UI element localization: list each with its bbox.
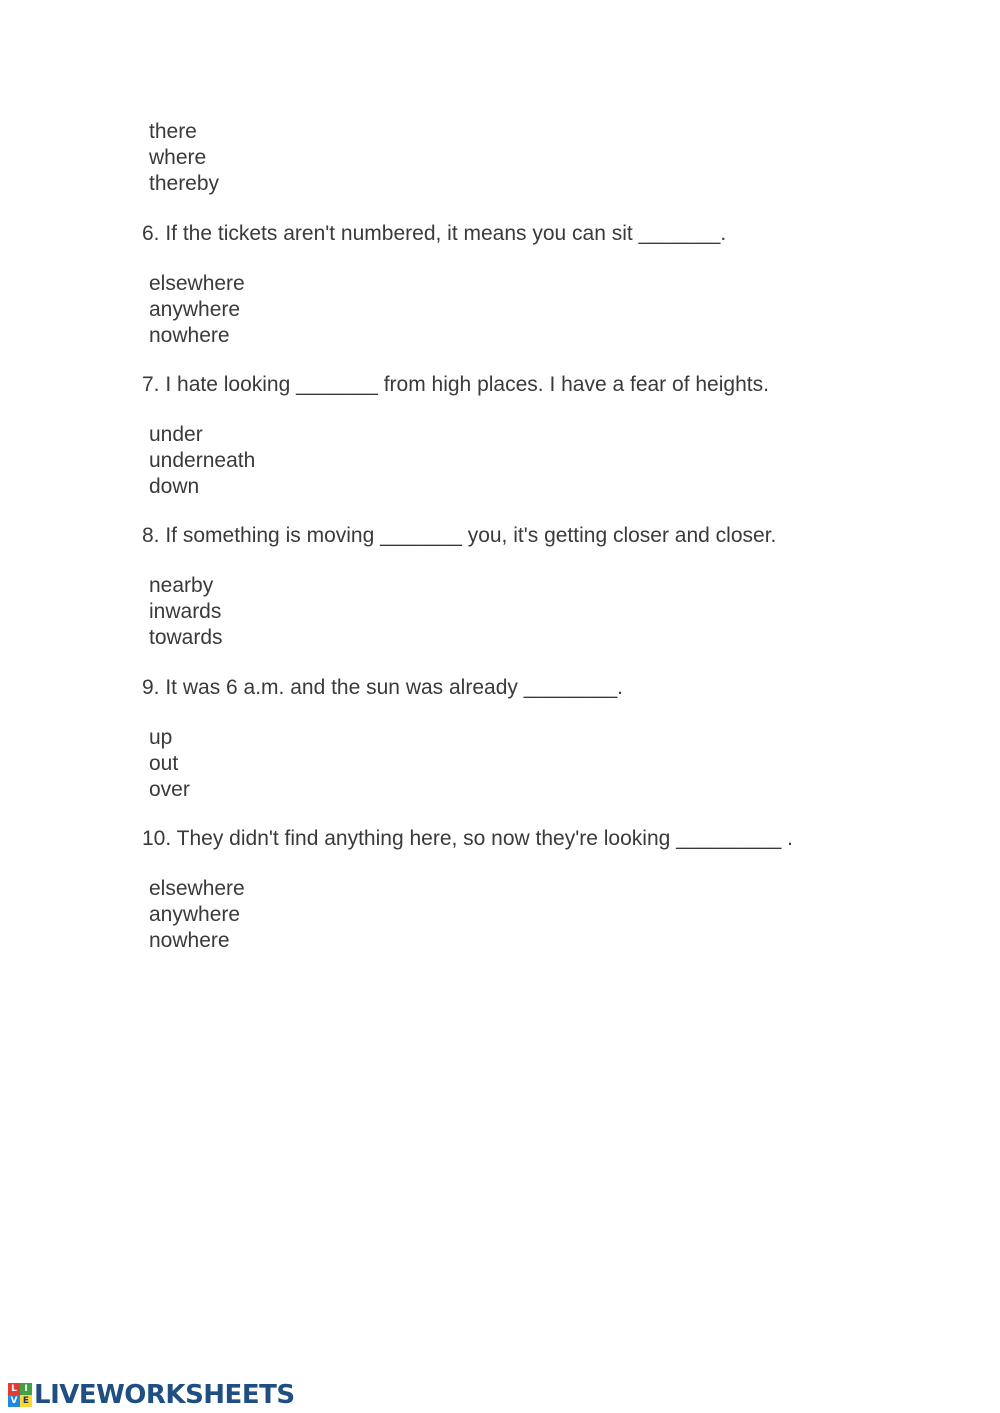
question-7: 7. I hate looking _______ from high places. I have a fear of heights. (142, 373, 769, 396)
option[interactable]: over (149, 778, 190, 801)
option[interactable]: nowhere (149, 324, 230, 347)
option[interactable]: there (149, 120, 197, 143)
option[interactable]: anywhere (149, 298, 241, 321)
liveworksheets-logo (8, 1381, 295, 1409)
logo-mark-letter: L (8, 1383, 20, 1395)
option[interactable]: under (149, 423, 203, 446)
option[interactable]: out (149, 752, 179, 775)
options-list-9 (149, 725, 190, 803)
option[interactable]: where (149, 146, 207, 169)
option[interactable]: nearby (149, 574, 214, 597)
logo-mark-icon (8, 1383, 32, 1407)
option[interactable]: nowhere (149, 929, 230, 952)
logo-mark-letter: V (8, 1395, 20, 1407)
option[interactable]: underneath (149, 449, 256, 472)
option[interactable]: thereby (149, 172, 220, 195)
logo-text: LIVEWORKSHEETS (34, 1380, 295, 1410)
question-8: 8. If something is moving _______ you, it's getting closer and closer. (142, 524, 777, 547)
question-9: 9. It was 6 a.m. and the sun was already ________. (142, 676, 623, 699)
options-list-5 (149, 119, 219, 197)
options-list-7 (149, 422, 255, 500)
logo-mark-letter: E (20, 1395, 32, 1407)
option[interactable]: towards (149, 626, 223, 649)
question-10: 10. They didn't find anything here, so now they're looking _________ . (142, 827, 793, 850)
option[interactable]: up (149, 726, 173, 749)
options-list-10 (149, 876, 245, 954)
options-list-8 (149, 573, 223, 651)
logo-mark-letter: I (20, 1383, 32, 1395)
question-6: 6. If the tickets aren't numbered, it means you can sit _______. (142, 222, 727, 245)
option[interactable]: inwards (149, 600, 222, 623)
option[interactable]: elsewhere (149, 272, 245, 295)
options-list-6 (149, 271, 245, 349)
option[interactable]: down (149, 475, 200, 498)
option[interactable]: anywhere (149, 903, 241, 926)
option[interactable]: elsewhere (149, 877, 245, 900)
